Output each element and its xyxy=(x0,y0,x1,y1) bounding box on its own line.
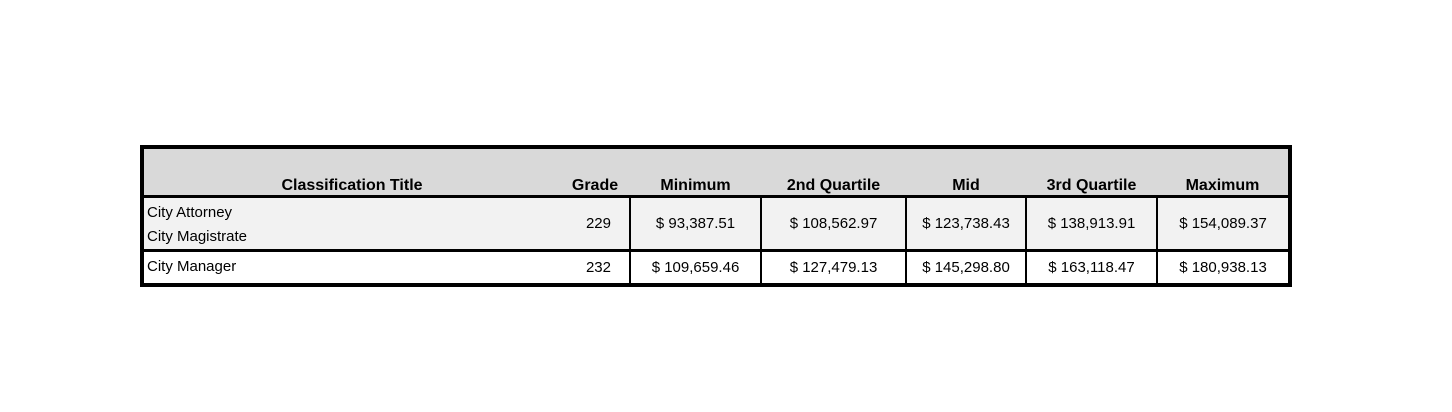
salary-range-table xyxy=(140,145,1292,287)
table-row xyxy=(142,250,1290,285)
header-3rd-quartile: 3rd Quartile xyxy=(1026,147,1157,196)
mid-cell: $ 123,738.43 xyxy=(906,196,1026,250)
classification-title: City Attorney xyxy=(147,203,233,221)
header-classification-title: Classification Title xyxy=(142,147,560,196)
header-row xyxy=(142,147,1290,196)
q2-cell: $ 127,479.13 xyxy=(761,250,906,285)
header-grade: Grade xyxy=(560,147,630,196)
classification-title-cell xyxy=(142,250,560,285)
q3-cell: $ 138,913.91 xyxy=(1026,196,1157,250)
minimum-cell: $ 93,387.51 xyxy=(630,196,761,250)
classification-title-cell xyxy=(142,196,560,250)
grade-cell: 232 xyxy=(560,250,630,285)
table-row xyxy=(142,196,1290,250)
header-mid: Mid xyxy=(906,147,1026,196)
header-minimum: Minimum xyxy=(630,147,761,196)
classification-title: City Manager xyxy=(147,257,237,275)
maximum-cell: $ 154,089.37 xyxy=(1157,196,1290,250)
q2-cell: $ 108,562.97 xyxy=(761,196,906,250)
minimum-cell: $ 109,659.46 xyxy=(630,250,761,285)
header-maximum: Maximum xyxy=(1157,147,1290,196)
header-2nd-quartile: 2nd Quartile xyxy=(761,147,906,196)
classification-title: City Magistrate xyxy=(147,227,248,245)
maximum-cell: $ 180,938.13 xyxy=(1179,258,1267,276)
grade-cell: 229 xyxy=(560,196,630,250)
q3-cell: $ 163,118.47 xyxy=(1026,250,1157,285)
mid-cell: $ 145,298.80 xyxy=(906,250,1026,285)
